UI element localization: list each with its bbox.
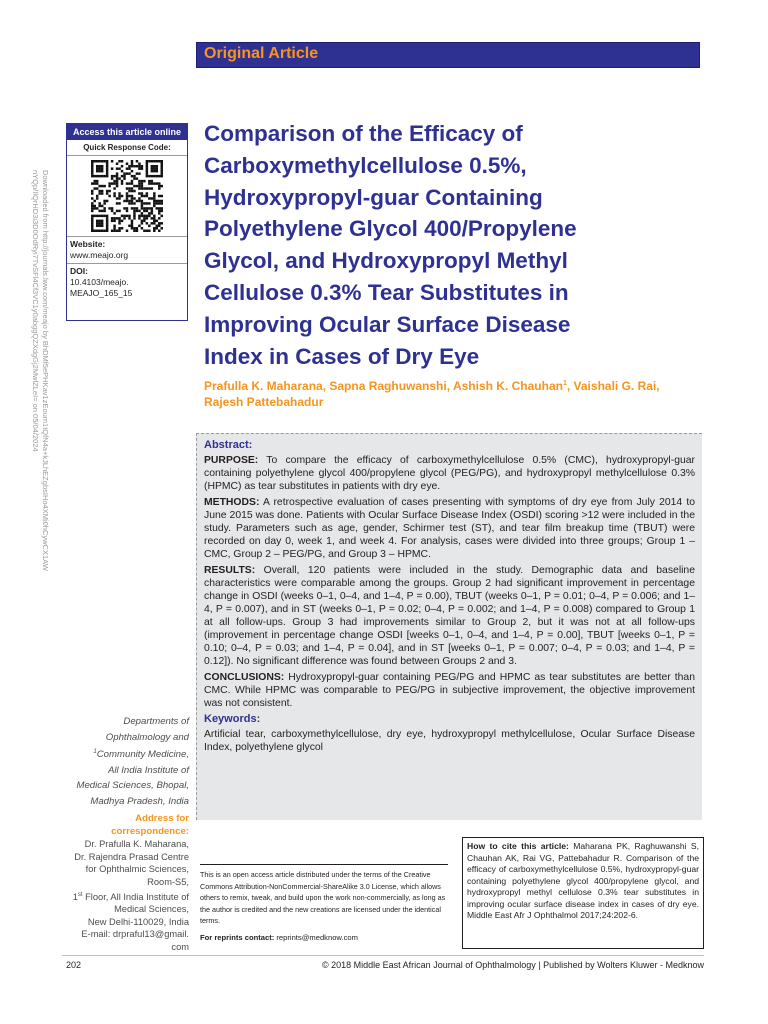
abstract-heading: Abstract: [204,439,253,451]
access-box-header: Access this article online [67,124,187,140]
doi-label: DOI: [70,266,88,276]
affiliation-block [56,714,189,809]
page-number: 202 [66,960,82,970]
address-line: Dr. Prafulla K. Maharana, [84,839,189,850]
authors-line2: Rajesh Pattebahadur [204,394,324,409]
abstract-box [196,433,702,820]
title-line: Glycol, and Hydroxypropyl Methyl [204,248,568,274]
abstract-conclusions [204,671,695,710]
download-watermark-line2: nYQp/IlQrHD3i3D0OdRyi7TvSFl4Cf3VC1y0abggQZXdgGj2MwlZLeI= on 05/04/2024 [31,170,40,452]
reprints-email[interactable]: reprints@medknow.com [274,932,358,942]
title-line: Cellulose 0.3% Tear Substitutes in [204,279,569,305]
conclusions-label: CONCLUSIONS: [204,672,285,683]
article-title [204,118,704,372]
methods-text: A retrospective evaluation of cases presenting with symptoms of dry eye from July 2014 to June 2015 was done. Patients with Ocular Surface Disease Index (OSDI) scoring >12 were included in the study. Parameters such as age, gender, Schirmer test (ST), and tear film breakup time (TBUT) were recorded on day 0, week 1, and week 4. For analysis, cases were divided into three groups; Group 1 – CMC, Group 2 – PEG/PG, and Group 3 – HPMC. [204,497,695,560]
results-label: RESULTS: [204,565,256,576]
abstract-purpose [204,454,695,493]
address-heading: correspondence: [111,825,189,837]
citation-label: How to cite this article: [467,841,569,851]
affiliation-line: Medical Sciences, Bhopal, [76,780,189,792]
address-email[interactable]: E-mail: drpraful13@gmail. [81,929,189,940]
citation-box [462,837,704,949]
keywords-heading: Keywords: [204,713,261,725]
address-floor-suffix: st [77,891,83,898]
address-line: Medical Sciences, [114,904,189,915]
address-heading: Address for [135,813,189,824]
article-type-label: Original Article [204,45,319,62]
authors-part2: , Vaishali G. Rai, [566,379,660,393]
affiliation-line: All India Institute of [107,764,189,776]
access-article-box [66,123,188,321]
abstract-results [204,564,695,668]
citation-text: Maharana PK, Raghuwanshi S, Chauhan AK, Rai VG, Pattebahadur R. Comparison of the efficacy of carboxymethylcellulose 0.5%, hydroxypropyl-guar containing polyethylene glycol 400/propylene glycol, and hydroxypropyl methyl cellulose 0.3% tear substitutes in improving ocular surface disease index in cases of dry eye. Middle East Afr J Ophthalmol 2017;24:202-6. [467,841,699,920]
affiliation-line: Community Medicine, [96,749,189,761]
author-affiliation-marker: 1 [562,380,567,387]
footer-copyright: © 2018 Middle East African Journal of Ophthalmology | Published by Wolters Kluwer - Medknow [322,960,704,970]
address-line: Dr. Rajendra Prasad Centre [74,851,189,862]
author-list [204,376,704,410]
methods-label: METHODS: [204,497,260,508]
address-line: for Ophthalmic Sciences, [85,864,189,875]
title-line: Hydroxypropyl-guar Containing [204,184,543,210]
address-email-cont[interactable]: com [171,942,189,953]
download-watermark-line1: Downloaded from http://journals.lww.com/meajo by BhDMf5ePHKav1zEoum1tQfN4a+kJLhEZgbsIHo4XMi0hCywCX1AW [41,170,50,571]
title-line: Index in Cases of Dry Eye [204,343,480,369]
qr-code-icon[interactable] [91,160,163,232]
results-text: Overall, 120 patients were included in the study. Demographic data and baseline characteristics were comparable among the groups. Group 2 had significant improvement in percentage change in OSDI (weeks 0–1, 0–4, and 1–4, P = 0.00), TBUT (weeks 0–1, P = 0.01; 0–4, P = 0.006; and 1–4, P = 0.007), and in ST (weeks 0–1, P = 0.02; 0–4, P = 0.002; and 1–4, P = 0.008) compared to Group 1 at all follow-ups. Group 3 had improvements similar to Group 2, but it was not at all follow-ups (improvement in percentage change OSDI [weeks 0–1, 0–4, and 1–4, P = 0.00], TBUT [weeks 0–1, P = 0.10; 0–4, P = 0.03; and 1–4, P = 0.04], and in ST [weeks 0–1, P = 0.007; 0–4, P = 0.03; and 1–4, P = 0.12]). No significant difference was found between Groups 2 and 3. [204,565,695,667]
download-watermark [18,170,48,650]
affiliation-line: Ophthalmology and [105,731,189,743]
title-line: Comparison of the Efficacy of [204,121,523,146]
reprints-contact [200,932,448,944]
purpose-text: To compare the efficacy of carboxymethylcellulose 0.5% (CMC), hydroxypropyl-guar containing polyethylene glycol 400/propylene glycol (PEG/PG), and hydroxypropyl methylcellulose 0.3% (HPMC) as tear substitutes in patients with dry eye. [204,455,695,492]
address-line: New Delhi-110029, India [87,916,189,927]
license-text: This is an open access article distributed under the terms of the Creative Commons Attribution-NonCommercial-ShareAlike 3.0 License, which allows others to remix, tweak, and build upon the work non-commercially, as long as the author is credited and the new creations are licensed under the identical terms. [200,870,446,926]
title-line: Polyethylene Glycol 400/Propylene [204,216,577,242]
title-line: Improving Ocular Surface Disease [204,311,571,337]
address-line: Floor, All India Institute of [82,891,189,902]
title-line: Carboxymethylcellulose 0.5%, [204,152,527,178]
website-link[interactable]: www.meajo.org [70,250,129,260]
doi-value-line1[interactable]: 10.4103/meajo. [70,277,129,287]
reprints-label: For reprints contact: [200,932,275,942]
address-line: Room-S5, [147,876,189,887]
doi-value-line2[interactable]: MEAJO_165_15 [70,288,133,298]
affiliation-line: Madhya Pradesh, India [90,795,189,807]
affiliation-marker: 1 [93,749,97,755]
conclusions-text: Hydroxypropyl-guar containing PEG/PG and HPMC as tear substitutes are better than CMC. While HPMC was comparable to PEG/PG in subjective improvement, the objective improvement was not consistent. [204,672,695,709]
keywords-text: Artificial tear, carboxymethylcellulose, dry eye, hydroxypropyl methylcellulose, Ocular Surface Disease Index, polyethylene glycol [204,729,695,753]
authors-part1: Prafulla K. Maharana, Sapna Raghuwanshi, Ashish K. Chauhan [204,379,563,393]
abstract-methods [204,496,695,561]
qr-code-label: Quick Response Code: [83,143,171,152]
footer-divider [62,955,704,956]
doi-section [67,264,187,301]
address-floor-number: 1 [72,891,78,902]
website-label: Website: [70,239,106,249]
article-type-banner [196,42,700,68]
affiliation-line: Departments of [123,716,189,727]
purpose-label: PURPOSE: [204,455,259,466]
website-section [67,237,187,263]
license-notice [200,864,448,944]
correspondence-address [56,813,189,954]
qr-code-area [67,155,187,237]
